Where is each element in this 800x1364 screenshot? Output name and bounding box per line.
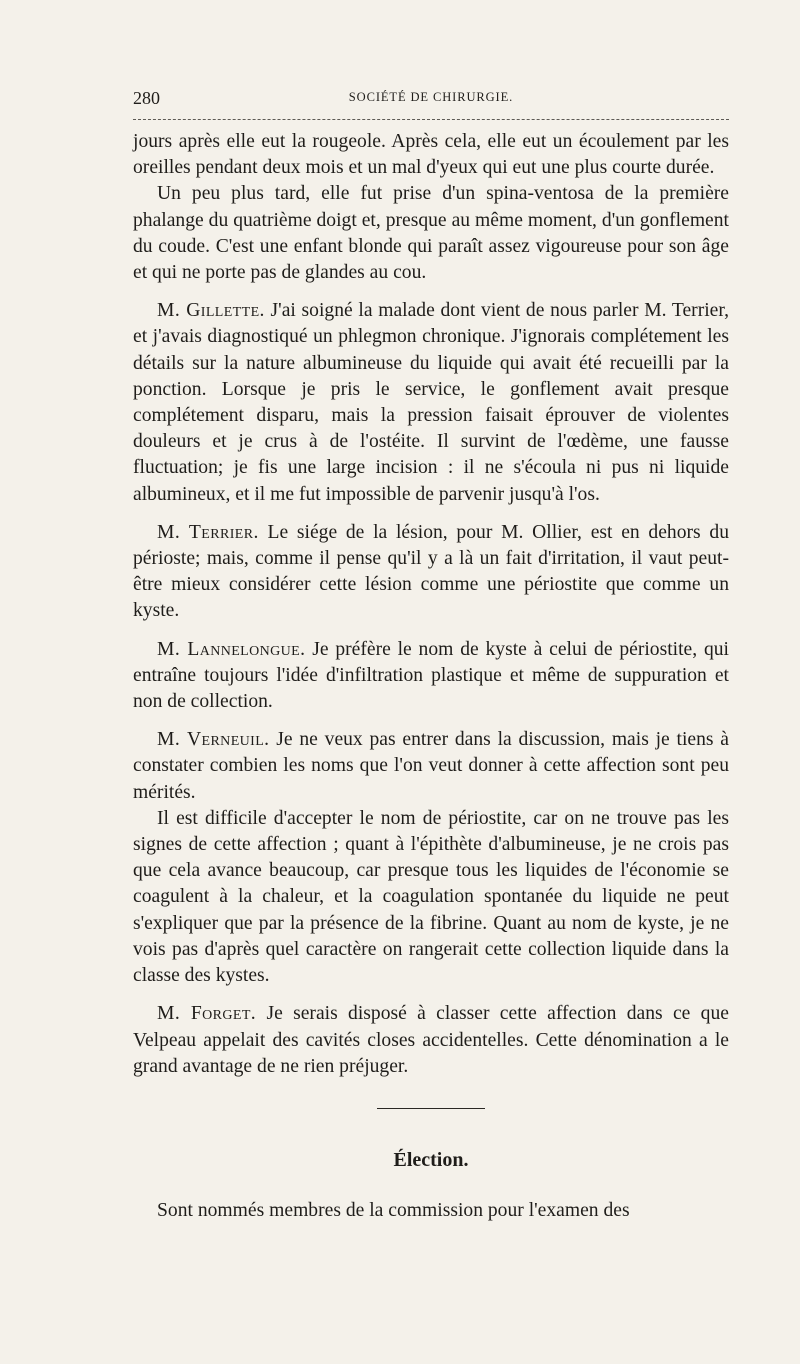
paragraph-verneuil: [133, 727, 729, 806]
speaker-name: M. Verneuil.: [157, 729, 270, 751]
section-first-line: Sont nommés membres de la commission pour l'examen des: [157, 1199, 630, 1221]
paragraph-verneuil-continued: [133, 806, 729, 989]
paragraph-1: [133, 129, 729, 181]
paragraph-lannelongue: [133, 637, 729, 716]
page-number: 280: [133, 88, 160, 108]
paragraph-text: Je serais disposé à classer cette affection dans ce que Velpeau appelait des cavités closes accidentelles. Cette dénomination a le grand avantage de ne rien préjuger.: [133, 1003, 729, 1077]
section-divider: [377, 1108, 485, 1109]
paragraph-text: J'ai soigné la malade dont vient de nous parler M. Terrier, et j'avais diagnostiqué un phlegmon chronique. J'ignorais complétement les détails sur la nature albumineuse du liquide qui avait été recueilli par la ponction. Lorsque je pris le service, le gonflement avait presque complétement disparu, mais la pression faisait éprouver de violentes douleurs et je crus à de l'ostéite. Il survint de l'œdème, une fausse fluctuation; je fis une large incision : il ne s'écoula ni pus ni liquide albumineux, et il me fut impossible de parvenir jusqu'à l'os.: [133, 300, 729, 505]
paragraph-text: Il est difficile d'accepter le nom de périostite, car on ne trouve pas les signes de cette affection ; quant à l'épithète d'albumineuse, je ne crois pas que cela avance beaucoup, car presque tous les liquides de l'économie se coagulent à la chaleur, et la coagulation spontanée du liquide ne peut s'expliquer que par la présence de la fibrine. Quant au nom de kyste, je ne vois pas d'après quel caractère on rangerait cette collection liquide dans la classe des kystes.: [133, 807, 729, 987]
paragraph-text: Le siége de la lésion, pour M. Ollier, est en dehors du périoste; mais, comme il pense qu'il y a là un fait d'irritation, il vaut peut-être mieux considérer cette lésion comme une périostite que comme un kyste.: [133, 521, 729, 622]
header-rule: [133, 119, 729, 120]
running-head: [133, 88, 729, 114]
running-title: SOCIÉTÉ DE CHIRURGIE.: [348, 90, 514, 104]
paragraph-forget: [133, 1001, 729, 1080]
speaker-name: M. Gillette.: [157, 300, 265, 322]
paragraph-text: Je préfère le nom de kyste à celui de périostite, qui entraîne toujours l'idée d'infiltration plastique et même de suppuration et non de collection.: [133, 638, 729, 713]
section-title: Élection.: [393, 1148, 469, 1171]
paragraph-terrier: [133, 520, 729, 625]
paragraph-text: Un peu plus tard, elle fut prise d'un spina-ventosa de la première phalange du quatrième doigt et, presque au même moment, d'un gonflement du coude. C'est une enfant blonde qui paraît assez vigoureuse pour son âge et qui ne porte pas de glandes au cou.: [133, 183, 729, 284]
paragraph-2: [133, 181, 729, 286]
speaker-name: M. Terrier.: [157, 521, 259, 543]
paragraph-gillette: [133, 298, 729, 508]
paragraph-text: Je ne veux pas entrer dans la discussion, mais je tiens à constater combien les noms que l'on veut donner à cette affection sont peu mérités.: [133, 729, 730, 803]
speaker-name: M. Lannelongue.: [157, 638, 306, 660]
page: [133, 88, 729, 1224]
paragraph-text: jours après elle eut la rougeole. Après cela, elle eut un écoulement par les oreilles pendant deux mois et un mal d'yeux qui eut une plus courte durée.: [133, 131, 729, 179]
speaker-name: M. Forget.: [157, 1003, 257, 1025]
